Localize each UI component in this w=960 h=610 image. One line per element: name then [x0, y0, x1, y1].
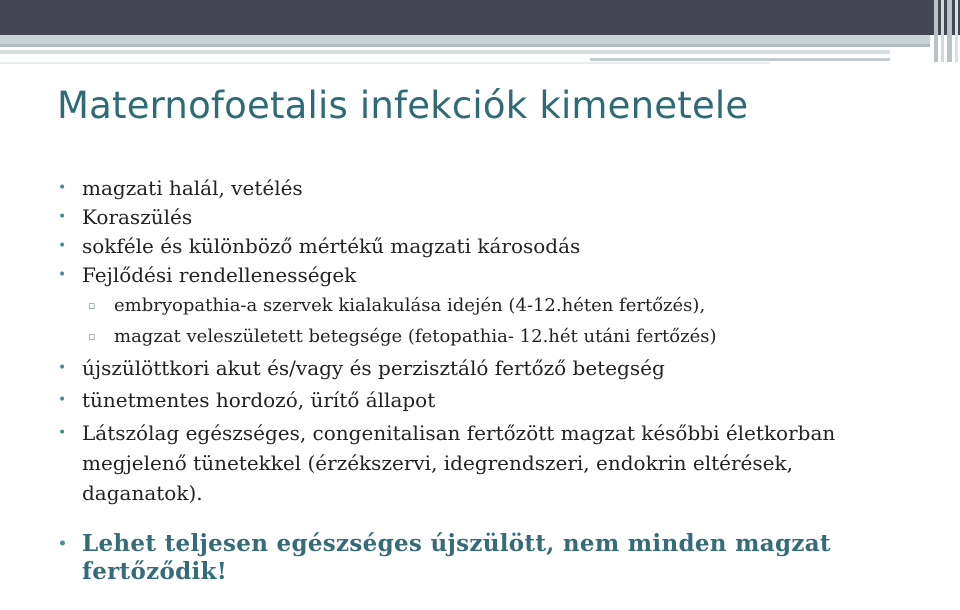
- bullet-dot-icon: •: [58, 238, 67, 254]
- sub-bullet-text: magzat veleszületett betegsége (fetopathia- 12.hét utáni fertőzés): [114, 326, 717, 347]
- header-stripe: [0, 62, 770, 64]
- bullet-text: Fejlődési rendellenességek: [82, 263, 357, 287]
- bullet-text: sokféle és különböző mértékű magzati károsodás: [82, 234, 581, 258]
- bullet-dot-icon: •: [58, 267, 67, 283]
- bullet-text: Koraszülés: [82, 205, 193, 229]
- bullet-text: magzati halál, vetélés: [82, 176, 303, 200]
- bullet-dot-icon: •: [58, 180, 67, 196]
- emphasis-text: Lehet teljesen egészséges újszülött, nem minden magzat fertőződik!: [82, 530, 831, 585]
- sub-bullet-text: embryopathia-a szervek kialakulása idején (4-12.héten fertőzés),: [114, 295, 706, 316]
- bullet-text: tünetmentes hordozó, ürítő állapot: [82, 388, 436, 412]
- bullet-text: Látszólag egészséges, congenitalisan fertőzött magzat későbbi életkorban megjelenő tünetekkel (érzékszervi, idegrendszeri, endokrin eltérések, daganatok).: [82, 421, 836, 505]
- bullet-item: [58, 386, 938, 415]
- bullet-item: [58, 354, 938, 383]
- bullet-item: [58, 261, 938, 290]
- corner-decoration: [932, 0, 960, 62]
- bullet-dot-icon: •: [58, 425, 67, 441]
- sub-bullet-item: [58, 321, 938, 352]
- bullet-dot-icon: •: [58, 536, 68, 552]
- bullet-item: [58, 203, 938, 232]
- bullet-dot-icon: •: [58, 360, 67, 376]
- header-stripe: [590, 58, 890, 61]
- bullet-dot-icon: •: [58, 392, 67, 408]
- bullet-item: [58, 232, 938, 261]
- square-bullet-icon: ▫: [88, 299, 96, 312]
- bullet-item: [58, 418, 842, 508]
- square-bullet-icon: ▫: [88, 330, 96, 343]
- header-stripe: [0, 50, 890, 54]
- bullet-item: [58, 174, 938, 203]
- slide-body: [58, 174, 938, 586]
- slide-title: Maternofoetalis infekciók kimenetele: [57, 84, 749, 127]
- emphasis-bullet: [58, 530, 872, 586]
- bullet-text: újszülöttkori akut és/vagy és perzisztáló fertőző betegség: [82, 356, 665, 380]
- header-stripe: [0, 44, 930, 47]
- sub-bullet-item: [58, 290, 938, 321]
- header-bar: [0, 0, 960, 35]
- header-stripe: [0, 35, 930, 44]
- bullet-dot-icon: •: [58, 209, 67, 225]
